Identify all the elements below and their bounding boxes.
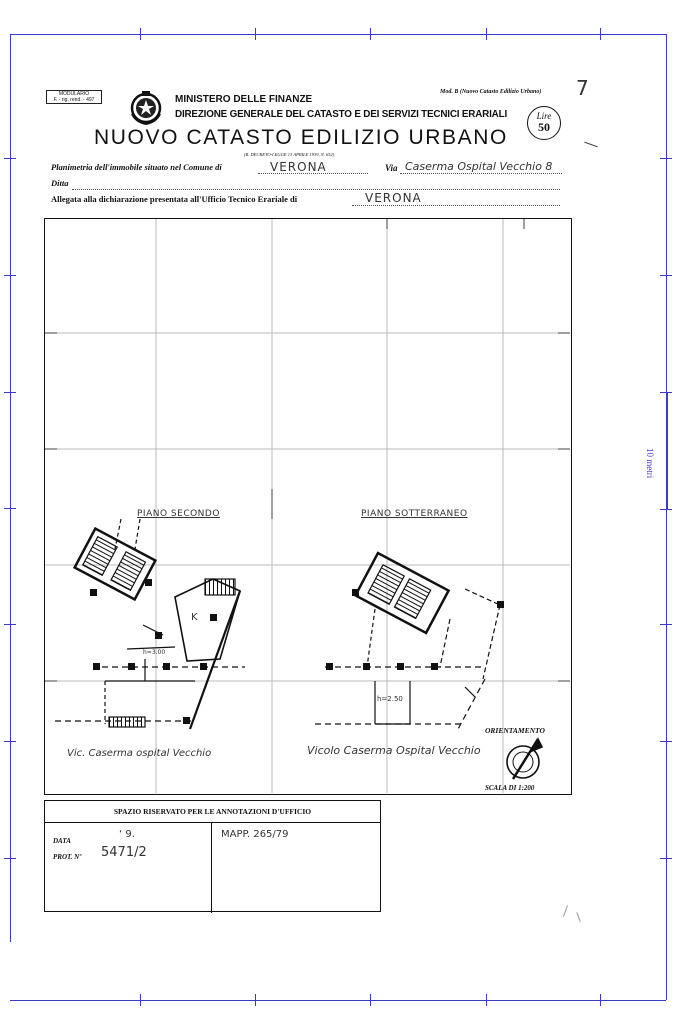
tick <box>4 158 16 159</box>
emblem-icon <box>128 88 164 126</box>
frame-right <box>666 34 667 1000</box>
tick <box>4 275 16 276</box>
tick <box>486 28 487 40</box>
modulario-label: MODULARIO <box>58 91 90 97</box>
via-label: Via <box>385 163 398 173</box>
corner-mark: 7 <box>576 76 589 100</box>
scale-bar <box>666 392 668 510</box>
tick <box>4 624 16 625</box>
stamp-circle <box>527 106 561 140</box>
tick <box>600 994 601 1006</box>
orientamento-label: ORIENTAMENTO <box>485 726 545 735</box>
data-value: ‘ 9. <box>119 829 135 840</box>
comune-value: VERONA <box>270 160 327 174</box>
ministry-title: MINISTERO DELLE FINANZE <box>175 94 313 105</box>
allegata-label: Allegata alla dichiarazione presentata all'Ufficio Tecnico Erariale di <box>51 194 298 204</box>
ditta-label: Ditta <box>51 178 69 188</box>
tick <box>4 508 16 509</box>
modulario-code: F. - rig. rend. - 497 <box>53 97 95 103</box>
stray-mark <box>576 912 580 922</box>
planimetria-label: Planimetria dell'immobile situato nel Comune di <box>51 162 222 172</box>
mapp-value: MAPP. 265/79 <box>221 829 289 840</box>
tick <box>140 994 141 1006</box>
room-letter: K <box>191 612 198 623</box>
height-left: h=3.00 <box>143 649 166 656</box>
tick <box>486 994 487 1006</box>
stamp-lire: Lire <box>536 111 552 121</box>
tick <box>4 858 16 859</box>
floor-right-label: PIANO SOTTERRANEO <box>361 509 468 519</box>
tick <box>4 741 16 742</box>
tick <box>370 994 371 1006</box>
scala-label: SCALA DI 1:200 <box>485 784 535 792</box>
floor-left-label: PIANO SECONDO <box>137 509 220 519</box>
prot-value: 5471/2 <box>101 845 147 860</box>
stamp-value: 50 <box>538 120 550 134</box>
street-right-label: Vicolo Caserma Ospital Vecchio <box>307 744 481 757</box>
scale-label: 10 metri <box>645 448 655 479</box>
via-value: Caserma Ospital Vecchio 8 <box>405 160 553 173</box>
tick <box>660 858 672 859</box>
compass-icon <box>507 739 542 779</box>
tick <box>140 28 141 40</box>
modulario-box <box>46 90 102 104</box>
tick <box>600 28 601 40</box>
tick <box>660 158 672 159</box>
frame-bottom <box>10 1000 666 1001</box>
tick <box>255 994 256 1006</box>
office-divider <box>211 823 212 913</box>
ufficio-value: VERONA <box>365 191 422 205</box>
tick <box>370 28 371 40</box>
height-right: h=2.50 <box>377 695 403 703</box>
tick <box>660 624 672 625</box>
office-annotations-box <box>44 800 381 912</box>
street-left-label: Vic. Caserma ospital Vecchio <box>67 748 212 759</box>
scale-bar-end-bottom <box>660 509 672 510</box>
stray-mark <box>584 142 597 148</box>
ditta-line <box>72 188 560 190</box>
floor-plan-area <box>44 218 572 795</box>
floor-plan-drawing <box>45 219 570 793</box>
tick <box>4 392 16 393</box>
stray-mark <box>563 905 568 917</box>
direzione-title: DIREZIONE GENERALE DEL CATASTO E DEI SERVIZI TECNICI ERARIALI <box>175 108 508 120</box>
mod-b-label: Mod. B (Nuovo Catasto Edilizio Urbano) <box>440 89 542 95</box>
catasto-title: NUOVO CATASTO EDILIZIO URBANO <box>94 126 508 149</box>
office-heading: SPAZIO RISERVATO PER LE ANNOTAZIONI D'UFFICIO <box>45 801 380 823</box>
tick <box>660 741 672 742</box>
data-label: DATA <box>53 837 71 845</box>
scale-bar-end-top <box>660 392 672 393</box>
tick <box>255 28 256 40</box>
tick <box>660 275 672 276</box>
frame-left <box>10 34 11 942</box>
prot-label: PROT. Nº <box>53 853 82 861</box>
frame-top <box>10 34 666 35</box>
decree-note: (R. DECRETO-LEGGE 13 APRILE 1939, N. 652) <box>244 152 335 157</box>
